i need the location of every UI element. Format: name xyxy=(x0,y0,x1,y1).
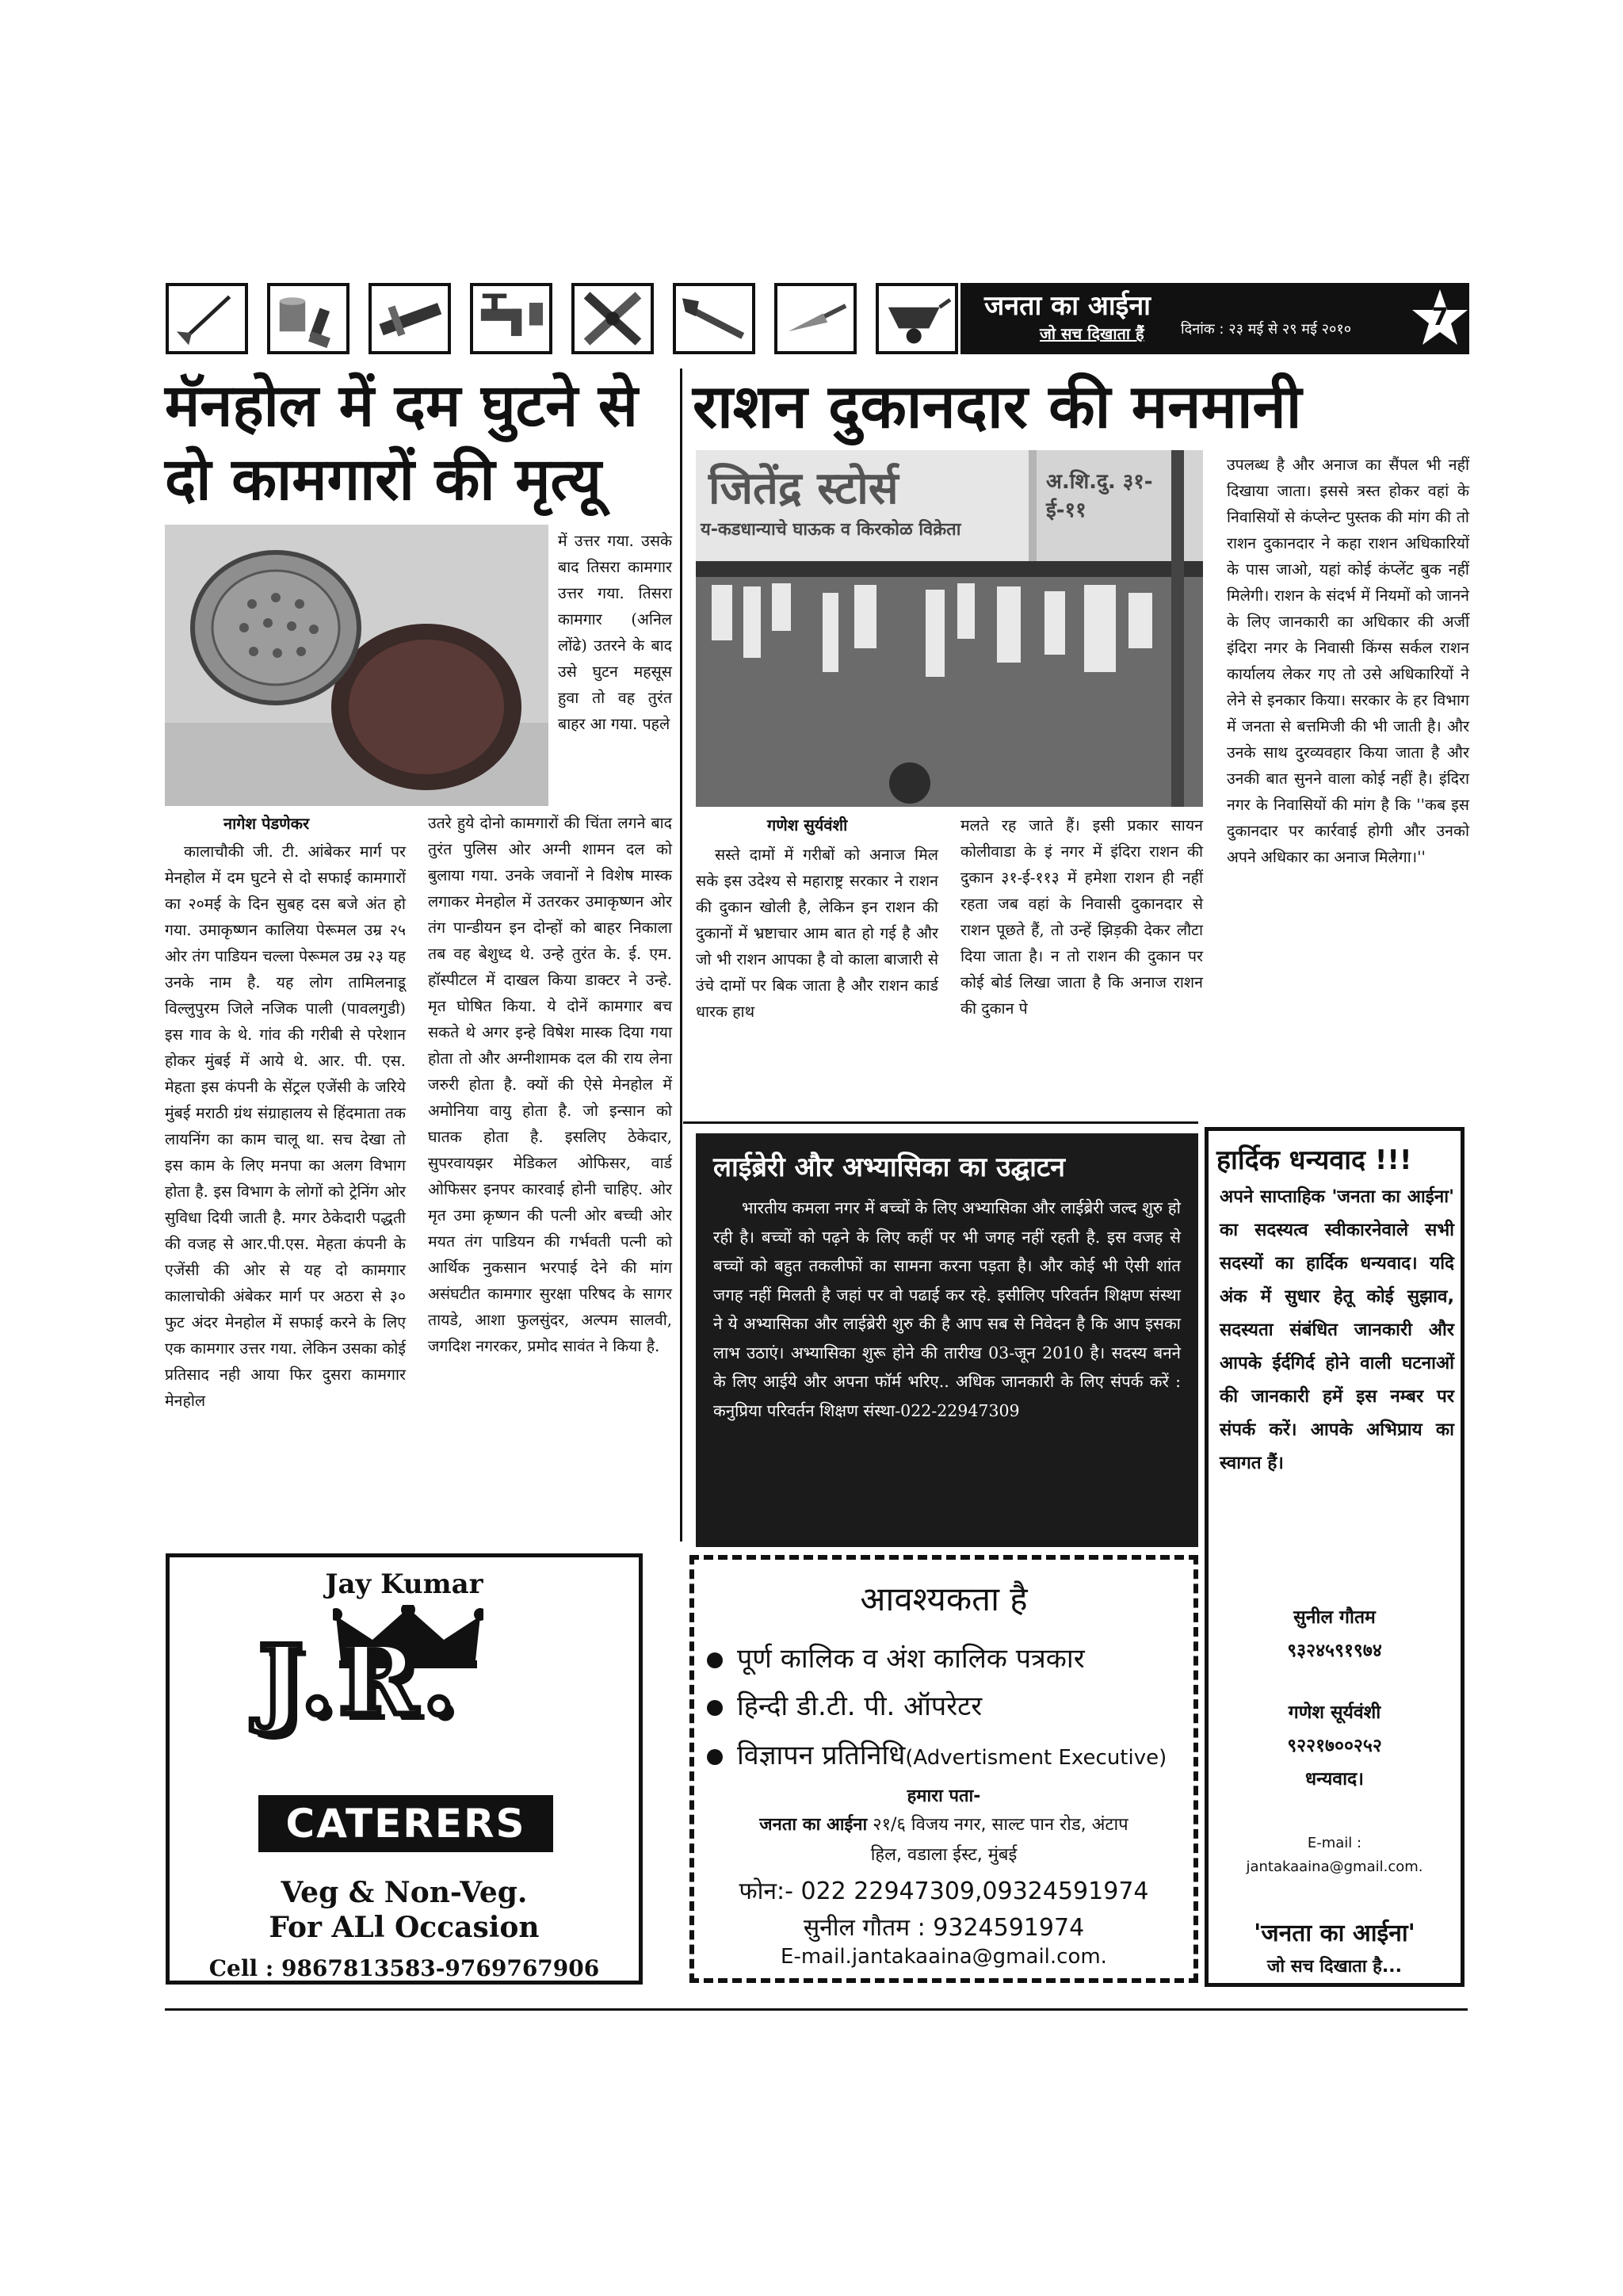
masthead-tagline: जो सच दिखाता हैं xyxy=(1040,324,1144,343)
story1-byline: नागेश पेडणेकर xyxy=(223,814,310,833)
story1-column-1 xyxy=(165,839,406,1414)
paper-name: 'जनता का आईना' xyxy=(1254,1920,1415,1947)
wanted-phone: फोन:- 022 22947309,09324591974 xyxy=(739,1878,1149,1905)
address-label: हमारा पता- xyxy=(907,1786,981,1806)
jr-logo: J.R. xyxy=(258,1625,460,1736)
bullet-icon xyxy=(707,1749,723,1765)
address-line-2: हिल, वडाला ईस्ट, मुंबई xyxy=(870,1845,1018,1865)
story2-column-3 xyxy=(1227,452,1469,870)
paper-tagline: जो सच दिखाता है... xyxy=(1267,1957,1402,1977)
story-divider xyxy=(680,369,682,1541)
jr-occasion-line: For ALl Occasion xyxy=(269,1911,540,1944)
thanks-signoff: धन्यवाद। xyxy=(1305,1769,1364,1790)
wanted-item-reporter xyxy=(707,1639,1085,1675)
story1-col2-text: उतरे हुये दोनो कामगारों की चिंता लगने बाद तुरंत पुलिस ओर अग्नी शामन दल को बुलाया गया. उनके जवानों ने विशेष मास्क लगाकर मेनहोल में उतरकर उमाकृष्णन ओर तंग पान्डीयन इन दोन्हों को बाहर निकाला तब वह बेशुध्द थे. उन्हे तुरंत के. ई. एम. हॉस्पीटल में दाखल किया डाक्टर ने उन्हे. मृत घोषित किया. ये दोनें कामगार बच सकते थे अगर इन्हे विषेश मास्क दिया गया होता तो और अग्नीशामक दल की राय लेना जरुरी होता है. क्यों की ऐसे मेनहोल में अमोनिया वायु होता है. जो इन्सान को घातक होता है. इसलिए ठेकेदार, सुपरवायझर मेडिकल ओफिसर, वार्ड ओफिसर इनपर कारवाई होनी चाहिए. ओर मृत उमा क्रृष्णन की पत्नी ओर बच्ची ओर मयत तंग पाडियन की गर्भवती पत्नी को आर्थिक नुकसान भरपाई देने की मांग असंघटीत कामगार सुरक्षा परिषद के सागर तायडे, आशा फुलसुंदर, अल्पम सालवी, जगदिश नगरकर, प्रमोद सावंत ने किया है. xyxy=(428,814,672,1355)
crossed-tools-icon xyxy=(571,283,654,354)
shop-sign-code: अ.शि.दु. ३१-ई-११ xyxy=(1046,470,1153,522)
story1-column-2 xyxy=(428,810,672,1359)
page-number: 7 xyxy=(1431,304,1449,331)
wanted-item-ads xyxy=(707,1736,1167,1772)
wanted-ad xyxy=(689,1555,1198,1983)
tap-icon xyxy=(470,283,552,354)
wanted-item-dtp xyxy=(707,1687,982,1723)
library-title: लाईब्रेरी और अभ्यासिका का उद्घाटन xyxy=(713,1152,1065,1183)
address-street: २१/६ विजय नगर, साल्ट पान रोड, अंटाप xyxy=(867,1815,1128,1835)
story2-column-2 xyxy=(960,812,1203,1022)
story2-col1-text: सस्ते दामों में गरीबों को अनाज मिल सके इस उदेश्य से महाराष्ट्र सरकार ने राशन की दुकान खोली है, लेकिन इन राशन की दुकानों में भ्रष्टाचार आम बात हो गई है और जो भी राशन आपका है वो काला बाजारी से उंचे दामों पर बिक जाता है और राशन कार्ड धारक हाथ xyxy=(696,846,938,1021)
wanted-email[interactable]: E-mail.jantakaaina@gmail.com. xyxy=(781,1945,1107,1969)
story2-byline: गणेश सुर्यवंशी xyxy=(767,816,848,835)
story2-col3-text: उपलब्ध है और अनाज का सैंपल भी नहीं दिखाया जाता। इससे त्रस्त होकर वहां के निवासियों से कंप्लेन्ट पुस्तक की मांग की तो राशन दुकानदार ने कहा राशन अधिकारियों के पास जाओ, यहां कोई कंप्लेंट बुक नहीं मिलेगी। राशन के संदर्भ में नियमों को जानने के लिए जानकारी का अधिकार की अर्जी इंदिरा नगर के निवासी किंग्स सर्कल राशन कार्यालय लेकर गए तो उसे अधिकारियों ने लेने से इनकार किया। सरकार के हर विभाग में जनता से बत्तमिजी की भी जाती है। और उनके साथ दुरव्यवहार किया जाता है और उनकी बात सुनने वाला कोई नहीं है। इंदिरा नगर के निवासियों की मांग है कि ''कब इस दुकानदार पर कार्रवाई होगी और उनको अपने अधिकार का अनाज मिलेगा।'' xyxy=(1227,456,1469,866)
contact2-phone: ९२२१७००२५२ xyxy=(1287,1736,1382,1756)
paint-bucket-icon xyxy=(267,283,349,354)
story2-col2-text: मलते रह जाते हैं। इसी प्रकार सायन कोलीवाडा के इं नगर में इंदिरा राशन की दुकान ३१-ई-११३ में हमेशा राशन ही नहीं रहता जब वहां के निवासी दुकानदार से राशन पूछते हैं, तो उन्हें झिड़की देकर लौटा दिया जाता है। न तो राशन की दुकान पर कोई बोर्ड लिखा जाता है कि अनाज राशन की दुकान पे xyxy=(960,816,1203,1018)
address-line-1 xyxy=(694,1812,1193,1836)
thanks-box xyxy=(1205,1127,1465,1987)
trowel-icon xyxy=(774,283,857,354)
masthead xyxy=(960,283,1469,354)
shop-sign-title: जितेंद्र स्टोर्स xyxy=(708,463,899,514)
shop-sign-subtitle: य-कडधान्याचे घाऊक व किरकोळ विक्रेता xyxy=(701,520,961,540)
thanks-title: हार्दिक धन्यवाद !!! xyxy=(1216,1144,1412,1176)
story1-photo-side-column xyxy=(558,528,672,737)
contact1-name: सुनील गौतम xyxy=(1293,1607,1376,1628)
story1-col1-text: कालाचौकी जी. टी. आंबेकर मार्ग पर मेनहोल में दम घुटने से दो सफाई कामगारों का २०मई के दिन सुबह दस बजे अंत हो गया. उमाकृष्णन कालिया पेरूमल उम्र २५ ओर तंग पाडियन चल्ला पेरूमल उम्र २३ यह उनके नाम है. यह लोग तामिलनाडू विल्लुपुरम जिले नजिक पाली (पावलगुडी) इस गाव के थे. गांव की गरीबी से परेशान होकर मुंबई में आये थे. आर. पी. एस. मेहता इस कंपनी के सेंट्रल एजेंसी के जरिये मुंबई मराठी ग्रंथ संग्राहालय से हिंदमाता तक लायनिंग का काम चालू था. सच देखा तो इस काम के लिए मनपा का अलग विभाग होता है. इस विभाग के लोगों को ट्रेनिंग ओर सुविधा दियी जाती है. मगर ठेकेदारी पद्धती की वजह से आर.पी.एस. मेहता कंपनी के एजेंसी की ओर से यह दो कामगार कालाचोकी अंबेकर मार्ग पर अठरा से ३० फुट अंदर मेनहोल में सफाई करने के लिए एक कामगार उत्तर गया. लेकिन उसका कोई प्रतिसाद नही आया फिर दुसरा कामगार मेनहोल xyxy=(165,842,406,1410)
jr-caterers-band: CATERERS xyxy=(258,1795,553,1852)
bullet-icon xyxy=(707,1652,723,1668)
jr-owner-name: Jay Kumar xyxy=(325,1568,483,1600)
wanted-title: आवश्यकता है xyxy=(860,1580,1028,1618)
jr-cell-number: Cell : 9867813583-9769767906 xyxy=(208,1955,600,1981)
ration-shop-photo xyxy=(696,450,1203,807)
wanted-item-label: हिन्दी डी.टी. पी. ऑपरेटर xyxy=(737,1690,983,1722)
thanks-body: अपने साप्ताहिक 'जनता का आईना' का सदस्यत्व स्वीकारनेवाले सभी सदस्यों का हार्दिक धन्यवाद। यदि अंक में सुधार हेतू कोई सुझाव, सदस्यता संबंधित जानकारी और आपके ईर्दगिर्द होने वाली घटनाओं की जानकारी हमें इस नम्बर पर संपर्क करें। आपके अभिप्राय का स्वागत हैं। xyxy=(1220,1186,1454,1473)
story2-headline: राशन दुकानदार की मनमानी xyxy=(693,371,1302,441)
masthead-title: जनता का आईना xyxy=(984,290,1151,322)
wanted-item-label: विज्ञापन प्रतिनिधि xyxy=(737,1740,906,1771)
email-label: E-mail : xyxy=(1307,1835,1362,1851)
story2-column-1 xyxy=(696,842,938,1025)
story1-photo-side-text: में उत्तर गया. उसके बाद तिसरा कामगार उत्तर गया. तिसरा कामगार (अनिल लोंढे) उतरने के बाद उसे घुटन महसूस हुवा तो वह तुरंत बाहर आ गया. पहले xyxy=(558,532,672,733)
library-announcement xyxy=(696,1133,1198,1547)
wanted-contact: सुनील गौतम : 9324591974 xyxy=(803,1914,1085,1942)
jr-caterers-ad xyxy=(166,1553,643,1985)
jr-veg-line: Veg & Non-Veg. xyxy=(281,1876,528,1909)
manhole-photo xyxy=(165,525,548,806)
story1-headline-line1: मॅनहोल में दम घुटने से xyxy=(165,372,638,440)
wrench-icon xyxy=(673,283,755,354)
issue-date: दिनांक : २३ मई से २९ मई २०१० xyxy=(1181,321,1352,338)
section-divider xyxy=(683,1121,1198,1124)
library-body: भारतीय कमला नगर में बच्चों के लिए अभ्यासिका और लाईब्रेरी जल्द शुरु हो रही है। बच्चों को पढ़ने के लिए कहीं पर भी जगह नहीं रहती है. इस वजह से बच्चों को बहुत तकलीफों का सामना करना पड़ता है। और कोई भी ऐसी शांत जगह नहीं मिलती है जहां पर वो पढाई कर रहे. इसीलिए परिवर्तन शिक्षण संस्था ने ये अभ्यासिका और लाईब्रेरी शुरु की है आप सब से निवेदन है कि आप इसका लाभ उठाएं। अभ्यासिका शुरू होने की तारीख 03-जून 2010 है। सदस्य बनने के लिए आईये और अपना फॉर्म भरिए.. अधिक जानकारी के लिए संपर्क करें : कनुप्रिया परिवर्तन शिक्षण संस्था-022-22947309 xyxy=(713,1198,1181,1420)
address-paper-name: जनता का आईना xyxy=(759,1815,868,1835)
contact1-phone: ९३२४५९१९७४ xyxy=(1287,1641,1382,1661)
thanks-email[interactable]: jantakaaina@gmail.com. xyxy=(1246,1859,1423,1875)
contact2-name: गणेश सूर्यवंशी xyxy=(1288,1702,1381,1723)
story1-headline-line2: दो कामगारों की मृत्यू xyxy=(165,445,601,514)
wheelbarrow-icon xyxy=(876,283,958,354)
wanted-item-english: (Advertisment Executive) xyxy=(905,1746,1167,1770)
wanted-item-label: पूर्ण कालिक व अंश कालिक पत्रकार xyxy=(737,1643,1085,1675)
hoe-icon xyxy=(166,283,248,354)
level-tool-icon xyxy=(369,283,451,354)
page-bottom-rule xyxy=(165,2008,1468,2011)
bullet-icon xyxy=(707,1700,723,1716)
